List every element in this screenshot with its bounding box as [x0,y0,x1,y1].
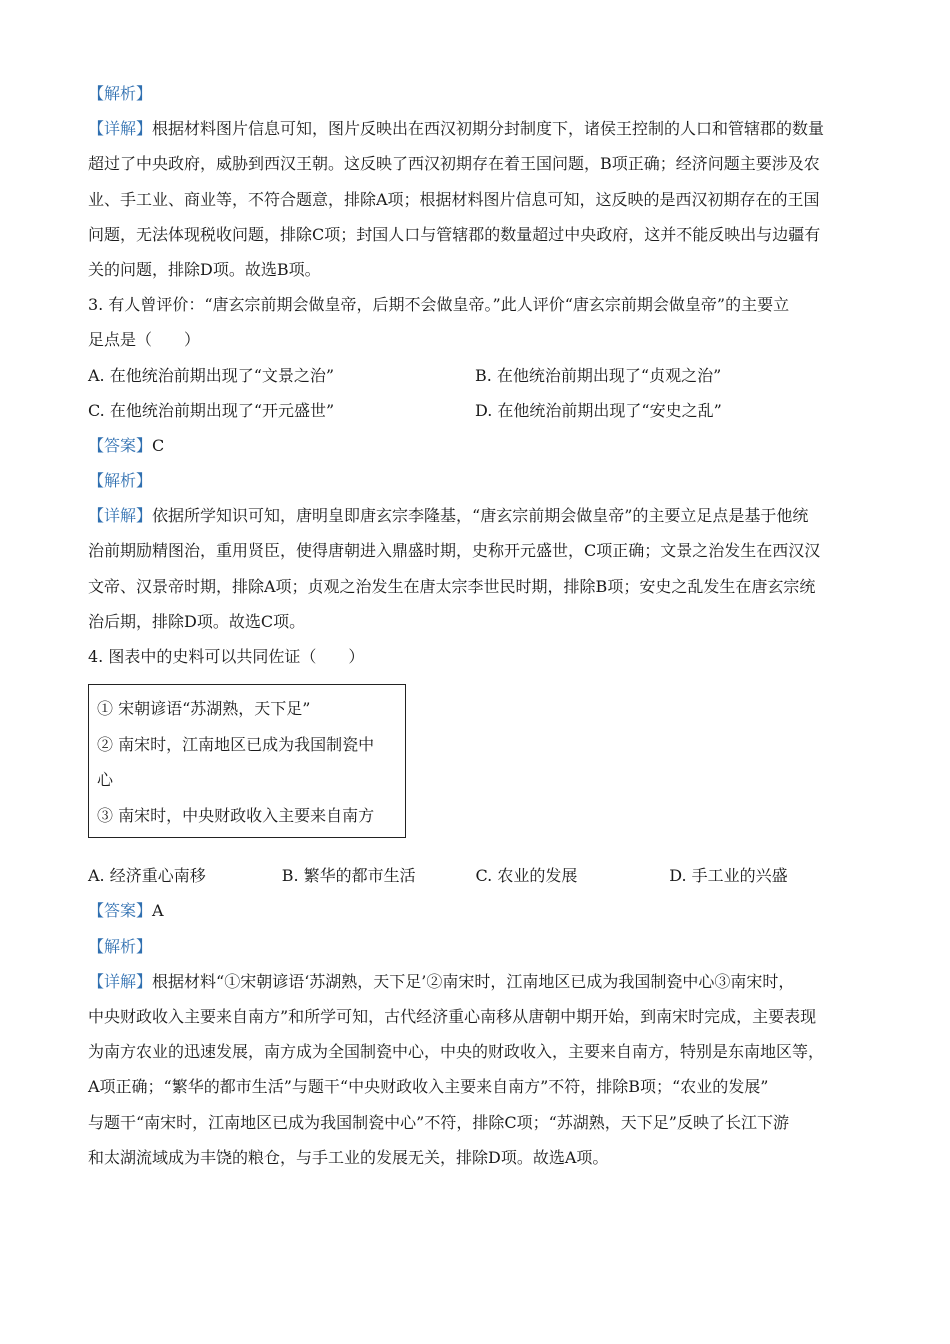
detail-tag: 【详解】 [88,506,153,526]
detail-paragraph-line [88,498,863,533]
detail-paragraph-line: 与题干“南宋时，江南地区已成为我国制瓷中心”不符，排除C项；“苏湖熟，天下足”反映了长江下游 [88,1112,789,1132]
detail-paragraph-line [88,111,863,146]
option-c: C. 在他统治前期出现了“开元盛世” [88,400,335,420]
option-d: D. 手工业的兴盛 [669,866,788,886]
answer-tag: 【答案】 [88,901,153,921]
question-3-options-row [88,393,863,428]
detail-paragraph-line: 为南方农业的迅速发展，南方成为全国制瓷中心，中央的财政收入，主要来自南方，特别是东南地区等， [88,1042,825,1062]
option-a: A. 经济重心南移 [88,866,206,886]
jiexi-heading: 【解析】 [88,936,153,956]
detail-tag: 【详解】 [88,119,153,139]
jiexi-heading: 【解析】 [88,471,153,491]
source-material-box [88,684,406,838]
detail-paragraph-line [88,964,863,999]
detail-paragraph-line: 文帝、汉景帝时期，排除A项；贞观之治发生在唐太宗李世民时期，排除B项；安史之乱发生在唐玄宗统 [88,576,816,596]
answer-line [88,428,863,463]
detail-paragraph-line: 业、手工业、商业等，不符合题意，排除A项；根据材料图片信息可知，这反映的是西汉初期存在的王国 [88,189,820,209]
source-item: ② 南宋时，江南地区已成为我国制瓷中 [97,734,375,754]
question-4-stem: 4. 图表中的史料可以共同佐证（ ） [88,647,365,666]
detail-text: 依据所学知识可知，唐明皇即唐玄宗李隆基，“唐玄宗前期会做皇帝”的主要立足点是基于他统 [152,506,809,526]
document-page [88,76,863,1175]
option-a: A. 在他统治前期出现了“文景之治” [88,365,335,385]
answer-value: A [152,901,164,921]
question-3-stem: 3. 有人曾评价：“唐玄宗前期会做皇帝，后期不会做皇帝。”此人评价“唐玄宗前期会做皇帝”的主要立 [88,295,790,315]
detail-paragraph-line: 和太湖流域成为丰饶的粮仓，与手工业的发展无关，排除D项。故选A项。 [88,1147,609,1167]
jiexi-heading: 【解析】 [88,84,153,103]
option-b: B. 繁华的都市生活 [281,866,416,886]
answer-tag: 【答案】 [88,435,153,455]
detail-paragraph-line: 超过了中央政府，威胁到西汉王朝。这反映了西汉初期存在着王国问题，B项正确；经济问题主要涉及农 [88,154,820,174]
detail-tag: 【详解】 [88,971,153,991]
detail-text: 根据材料图片信息可知，图片反映出在西汉初期分封制度下，诸侯王控制的人口和管辖郡的数量 [152,119,825,139]
detail-paragraph-line: 关的问题，排除D项。故选B项。 [88,259,321,279]
question-4-options-row [88,858,863,893]
detail-paragraph-line: A项正确；“繁华的都市生活”与题干“中央财政收入主要来自南方”不符，排除B项；“农业的发展” [88,1077,769,1097]
detail-paragraph-line: 治前期励精图治，重用贤臣，使得唐朝进入鼎盛时期，史称开元盛世，C项正确；文景之治发生在西汉汉 [88,541,821,561]
question-3-options-row [88,358,863,393]
option-c: C. 农业的发展 [475,866,578,886]
source-item: ③ 南宋时，中央财政收入主要来自南方 [97,805,375,825]
option-b: B. 在他统治前期出现了“贞观之治” [475,365,722,385]
detail-paragraph-line: 中央财政收入主要来自南方”和所学可知，古代经济重心南移从唐朝中期开始，到南宋时完成，主要表现 [88,1006,817,1026]
detail-paragraph-line: 治后期，排除D项。故选C项。 [88,611,306,631]
answer-value: C [152,435,165,455]
answer-line [88,893,863,928]
detail-text: 根据材料“①宋朝谚语‘苏湖熟，天下足’②南宋时，江南地区已成为我国制瓷中心③南宋时， [152,971,795,991]
source-item: ① 宋朝谚语“苏湖熟，天下足” [97,699,311,719]
detail-paragraph-line: 问题，无法体现税收问题，排除C项；封国人口与管辖郡的数量超过中央政府，这并不能反映出与边疆有 [88,224,821,244]
question-3-stem: 足点是（ ） [88,330,201,350]
source-item: 心 [97,770,114,790]
option-d: D. 在他统治前期出现了“安史之乱” [475,400,722,420]
